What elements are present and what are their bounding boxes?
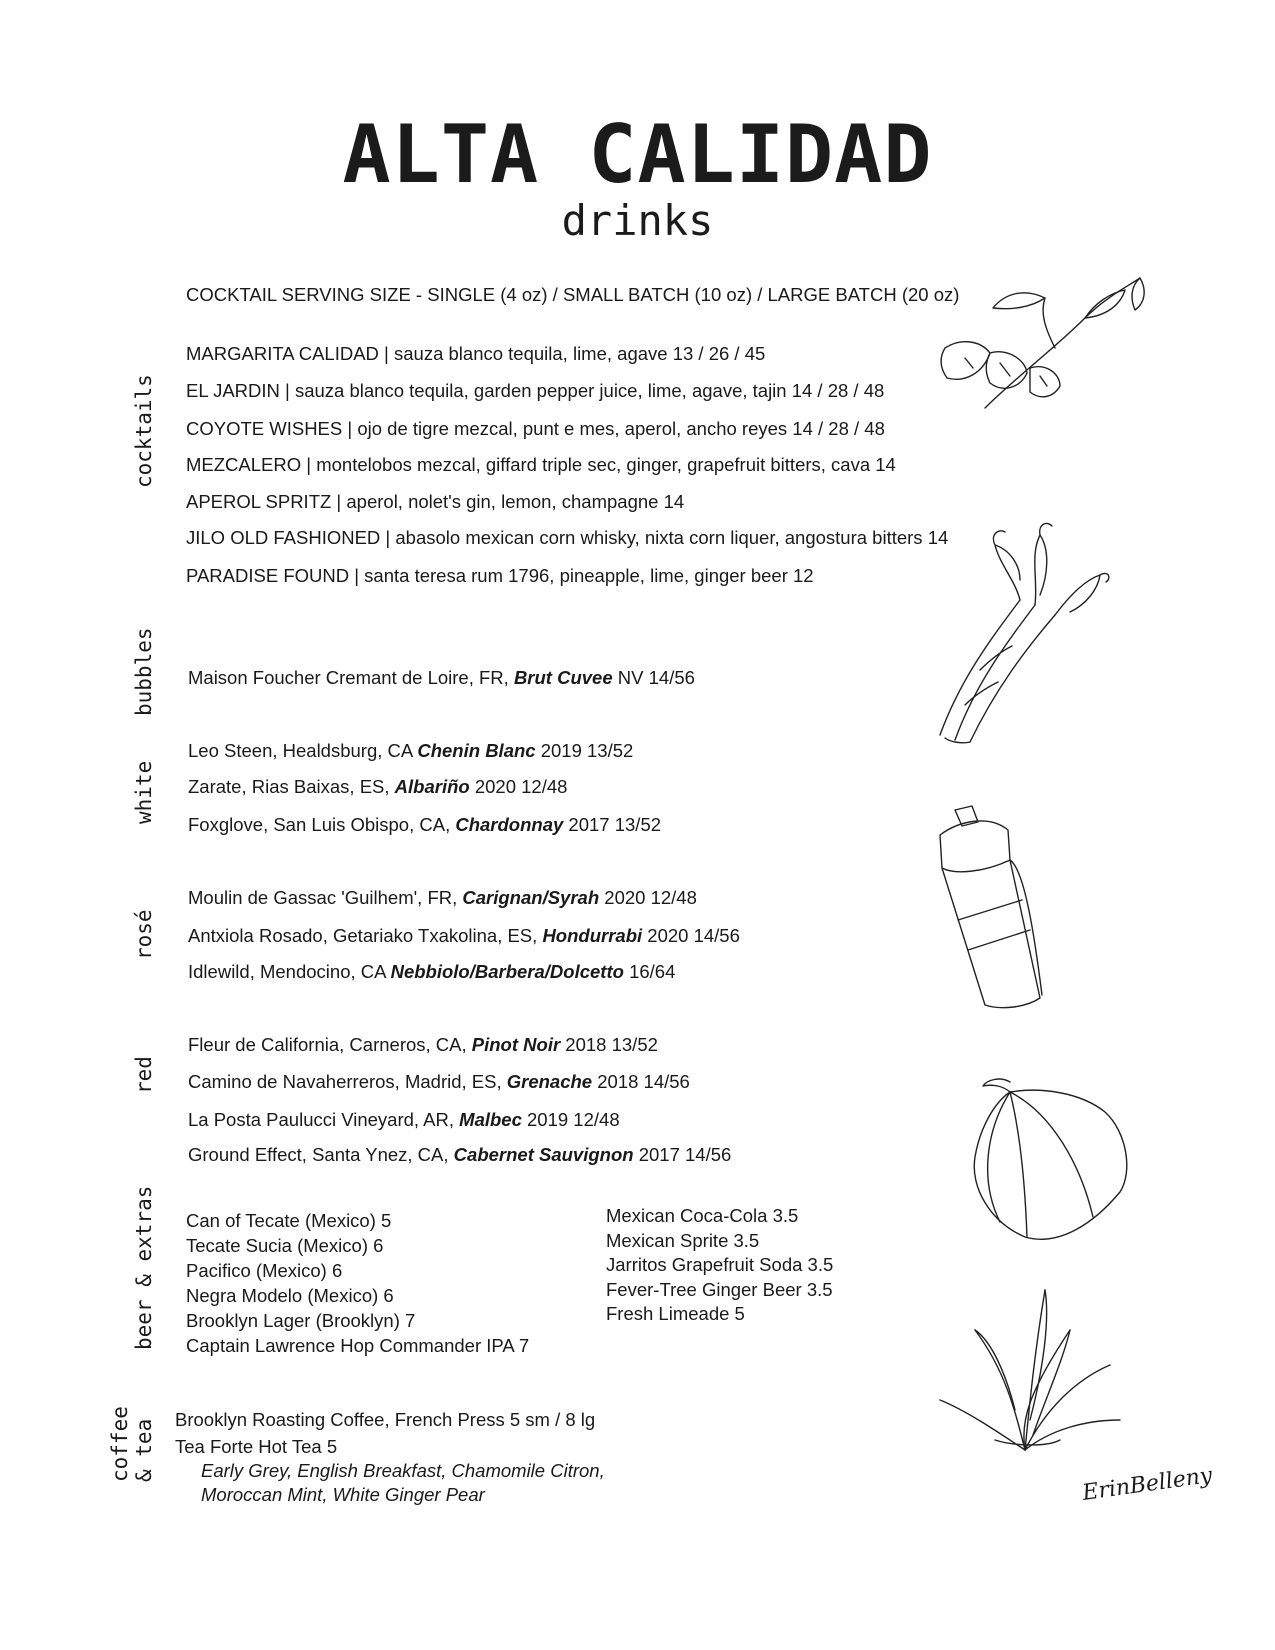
cocktail-item: JILO OLD FASHIONED | abasolo mexican corn whisky, nixta corn liquer, angostura bitters 14 bbox=[186, 527, 949, 548]
wine-item bbox=[188, 667, 695, 689]
wine-item bbox=[188, 1034, 658, 1056]
cocktail-item: MARGARITA CALIDAD | sauza blanco tequila, lime, agave 13 / 26 / 45 bbox=[186, 343, 766, 364]
cocktail-shaker-icon bbox=[930, 800, 1080, 1015]
wine-varietal: Grenache bbox=[506, 1071, 593, 1092]
wine-producer: Ground Effect, Santa Ynez, CA, bbox=[188, 1144, 454, 1165]
beer-item: Captain Lawrence Hop Commander IPA 7 bbox=[186, 1335, 530, 1356]
cocktail-item: MEZCALERO | montelobos mezcal, giffard triple sec, ginger, grapefruit bitters, cava 14 bbox=[186, 454, 896, 475]
wine-price: NV 14/56 bbox=[612, 667, 695, 688]
extras-list bbox=[606, 1204, 833, 1327]
wine-producer: Maison Foucher Cremant de Loire, FR, bbox=[188, 667, 514, 688]
wine-varietal: Chenin Blanc bbox=[417, 740, 536, 761]
cocktail-item: EL JARDIN | sauza blanco tequila, garden pepper juice, lime, agave, tajin 14 / 28 / 48 bbox=[186, 380, 885, 401]
wine-item bbox=[188, 1109, 620, 1131]
wine-price: 2017 13/52 bbox=[563, 814, 662, 835]
tea-item: Tea Forte Hot Tea 5 bbox=[175, 1436, 338, 1457]
page-title: ALTA CALIDAD bbox=[342, 108, 933, 201]
tea-flavors: Early Grey, English Breakfast, Chamomile Citron, bbox=[201, 1460, 605, 1481]
wine-item bbox=[188, 814, 661, 836]
section-label-rose: rosé bbox=[132, 909, 156, 960]
wine-varietal: Cabernet Sauvignon bbox=[453, 1144, 634, 1165]
wine-item bbox=[188, 1144, 731, 1166]
section-label-white: white bbox=[132, 760, 156, 824]
cocktail-serving-size: COCKTAIL SERVING SIZE - SINGLE (4 oz) / SMALL BATCH (10 oz) / LARGE BATCH (20 oz) bbox=[186, 284, 960, 305]
wine-item bbox=[188, 740, 633, 762]
cocktail-item: PARADISE FOUND | santa teresa rum 1796, pineapple, lime, ginger beer 12 bbox=[186, 565, 814, 586]
wine-producer: Moulin de Gassac 'Guilhem', FR, bbox=[188, 887, 463, 908]
wine-producer: Foxglove, San Luis Obispo, CA, bbox=[188, 814, 456, 835]
agave-icon bbox=[935, 1270, 1125, 1460]
wine-varietal: Chardonnay bbox=[455, 814, 564, 835]
coffee-item: Brooklyn Roasting Coffee, French Press 5 sm / 8 lg bbox=[175, 1409, 596, 1430]
wine-price: 2020 12/48 bbox=[599, 887, 697, 908]
section-label-beer-extras: beer & extras bbox=[132, 1185, 156, 1350]
beer-item: Tecate Sucia (Mexico) 6 bbox=[186, 1235, 384, 1256]
extra-item: Mexican Coca-Cola 3.5 bbox=[606, 1205, 799, 1226]
cocktail-item: COYOTE WISHES | ojo de tigre mezcal, punt e mes, aperol, ancho reyes 14 / 28 / 48 bbox=[186, 418, 885, 439]
wine-item bbox=[188, 776, 567, 798]
beer-item: Brooklyn Lager (Brooklyn) 7 bbox=[186, 1310, 416, 1331]
wine-price: 16/64 bbox=[623, 961, 676, 982]
beer-item: Pacifico (Mexico) 6 bbox=[186, 1260, 343, 1281]
wine-producer: Fleur de California, Carneros, CA, bbox=[188, 1034, 472, 1055]
section-label-tea: & tea bbox=[132, 1418, 156, 1482]
physalis-branch-icon bbox=[935, 268, 1155, 418]
wine-price: 2019 12/48 bbox=[521, 1109, 620, 1130]
wine-varietal: Carignan/Syrah bbox=[462, 887, 600, 908]
extra-item: Mexican Sprite 3.5 bbox=[606, 1229, 760, 1251]
section-label-coffee: coffee bbox=[108, 1406, 132, 1482]
wine-item bbox=[188, 961, 675, 983]
tomatillo-icon bbox=[965, 1072, 1140, 1247]
wine-price: 2018 13/52 bbox=[560, 1034, 658, 1055]
wine-price: 2017 14/56 bbox=[633, 1144, 732, 1165]
wine-producer: Zarate, Rias Baixas, ES, bbox=[188, 776, 395, 797]
beer-item: Can of Tecate (Mexico) 5 bbox=[186, 1210, 392, 1231]
section-label-red: red bbox=[132, 1056, 156, 1094]
extra-item: Fever-Tree Ginger Beer 3.5 bbox=[606, 1278, 833, 1300]
wine-producer: Camino de Navaherreros, Madrid, ES, bbox=[188, 1071, 507, 1092]
wine-item bbox=[188, 887, 697, 909]
wine-price: 2018 14/56 bbox=[592, 1071, 690, 1092]
section-label-bubbles: bubbles bbox=[132, 627, 156, 716]
wine-varietal: Brut Cuvee bbox=[513, 667, 613, 688]
wine-price: 2019 13/52 bbox=[535, 740, 634, 761]
wine-producer: La Posta Paulucci Vineyard, AR, bbox=[188, 1109, 460, 1130]
tea-flavors: Moroccan Mint, White Ginger Pear bbox=[201, 1484, 485, 1505]
wine-price: 2020 14/56 bbox=[642, 925, 740, 946]
wine-item bbox=[188, 925, 740, 947]
extra-item: Fresh Limeade 5 bbox=[606, 1303, 745, 1324]
wine-producer: Antxiola Rosado, Getariako Txakolina, ES, bbox=[188, 925, 543, 946]
wine-varietal: Pinot Noir bbox=[471, 1034, 561, 1055]
wine-producer: Leo Steen, Healdsburg, CA bbox=[188, 740, 418, 761]
wine-price: 2020 12/48 bbox=[469, 776, 568, 797]
wine-varietal: Albariño bbox=[394, 776, 470, 797]
wine-varietal: Malbec bbox=[459, 1109, 522, 1130]
wine-varietal: Nebbiolo/Barbera/Dolcetto bbox=[390, 961, 624, 982]
beer-list bbox=[186, 1208, 529, 1358]
beer-item: Negra Modelo (Mexico) 6 bbox=[186, 1285, 394, 1306]
wine-producer: Idlewild, Mendocino, CA bbox=[188, 961, 391, 982]
celery-icon bbox=[920, 520, 1120, 750]
page-subtitle: drinks bbox=[561, 196, 714, 245]
extra-item: Jarritos Grapefruit Soda 3.5 bbox=[606, 1254, 834, 1275]
section-label-cocktails: cocktails bbox=[132, 374, 156, 488]
artist-signature: ErinBelleny bbox=[1080, 1463, 1214, 1506]
cocktail-item: APEROL SPRITZ | aperol, nolet's gin, lemon, champagne 14 bbox=[186, 491, 685, 512]
wine-varietal: Hondurrabi bbox=[542, 925, 643, 946]
wine-item bbox=[188, 1071, 690, 1093]
